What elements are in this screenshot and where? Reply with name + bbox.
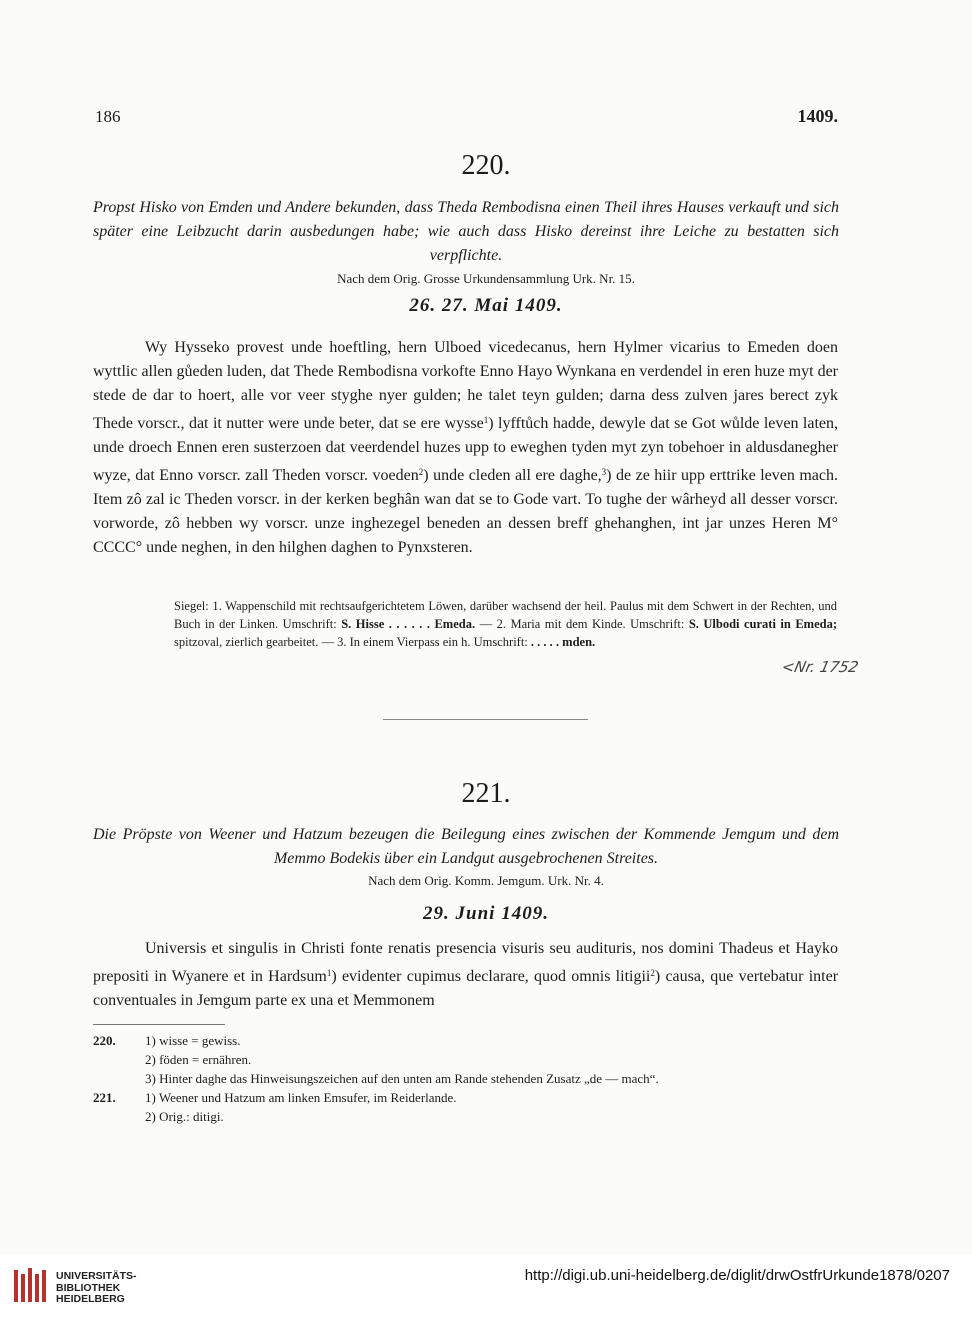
footnote-marker: 1: [326, 968, 332, 978]
document-number-220: 220.: [461, 150, 511, 181]
footnote-item: 220. 1) wisse = gewiss.: [93, 1033, 241, 1048]
date-220: 26. 27. Mai 1409.: [409, 295, 563, 316]
footnote-item: 2) Orig.: ditigi.: [145, 1109, 224, 1124]
footnote-marker: 1: [483, 415, 489, 425]
seal-description-220: Siegel: 1. Wappenschild mit rechtsaufgerichtetem Löwen, darüber wachsend der heil. Paulus mit dem Schwert in der Rechten, und Buch in der Linken. Umschrift: S. Hisse . . . . . . Emeda. — 2. Maria mit dem Kinde. Umschrift: S. Ulbodi curati in Emeda; spitzoval, zierlich gearbeitet. — 3. In einem Vierpass ein h. Umschrift: . . . . . mden.: [174, 599, 838, 649]
date-221: 29. Juni 1409.: [423, 903, 549, 924]
source-220: Nach dem Orig. Grosse Urkundensammlung Urk. Nr. 15.: [337, 271, 635, 286]
library-name[interactable]: UNIVERSITÄTS- BIBLIOTHEK HEIDELBERG: [56, 1270, 137, 1305]
handwritten-margin-note: <Nr. 1752: [780, 658, 861, 676]
document-number-221: 221.: [461, 778, 511, 809]
regest-220: Propst Hisko von Emden und Andere bekunden, dass Theda Rembodisna einen Theil ihres Hauses verkauft und sich später eine Leibzucht darin ausbedungen habe; wie auch dass Hisko dereinst ihre Leiche zu bestatten sich verpflichte.: [93, 199, 839, 264]
body-text-221: Universis et singulis in Christi fonte renatis presencia visuris seu audituris, nos domini Thadeus et Hayko prepositi in Wyanere et in Hardsum$^1$) evidenter cupimus declarare, quod omnis litigii$^2$) causa, que vertebatur inter conventuales in Jemgum parte ex una et Memmonem: [93, 940, 839, 1009]
footnotes: [93, 1031, 838, 1126]
footnote-item: 3) Hinter daghe das Hinweisungszeichen auf den unten am Rande stehenden Zusatz „de — mach“.: [145, 1071, 659, 1086]
body-text-220: Wy Hysseko provest unde hoeftling, hern Ulboed vicedecanus, hern Hylmer vicarius to Emeden doen wyttlic allen gůeden luden, dat Thede Rembodisna vorkofte Enno Hayo Wynkana en verdendel in eren huze myt der stede de dar to hoert, alle vor veer styghe nyer gulden; he talet teyn gulden; darna dess zulven jares berect zyk Thede vorscr., dat it nutter were unde beter, dat se ere wysse$^1$) lyfftůch hadde, dewyle dat se Got wůlde leven laten, unde droech Ennen eren susterzoen dat veerdendel huzes upp to eweghen tyden myt zyn tobehoer in aldusdanegher wyze, dat Enno vorscr. zall Theden vorscr. voeden$^2$) unde cleden all ere daghe,$^3$) de ze hiir upp erttrike leven mach. Item zô zal ic Theden vorscr. in der kerken beghân wan dat se to Gode vart. To tughe der wârheyd all desser vorscr. vorworde, zô hebben wy vorscr. unze inghezegel beneden an dessen breff ghehanghen, int jar unzes Heren M° CCCC° unde neghen, in den hilghen daghen to Pynxsteren.: [93, 339, 839, 556]
footnote-marker: 3: [601, 467, 607, 477]
page-number: 186: [95, 107, 121, 126]
footnote-divider: [93, 1024, 225, 1025]
permalink-url[interactable]: http://digi.ub.uni-heidelberg.de/diglit/drwOstfrUrkunde1878/0207: [524, 1267, 950, 1284]
library-logo-icon[interactable]: [12, 1266, 48, 1306]
running-year: 1409.: [797, 106, 838, 126]
footer-bar: [0, 1255, 972, 1325]
regest-221: Die Pröpste von Weener und Hatzum bezeugen die Beilegung eines zwischen der Kommende Jemgum und dem Memmo Bodekis über ein Landgut ausgebrochenen Streites.: [93, 826, 839, 867]
footnote-item: 221. 1) Weener und Hatzum am linken Emsufer, im Reiderlande.: [93, 1090, 457, 1105]
footnote-marker: 2: [650, 968, 655, 978]
source-221: Nach dem Orig. Komm. Jemgum. Urk. Nr. 4.: [368, 873, 604, 888]
section-divider: [383, 719, 588, 720]
footnote-marker: 2: [418, 467, 424, 477]
footnote-item: 2) föden = ernähren.: [145, 1052, 252, 1067]
